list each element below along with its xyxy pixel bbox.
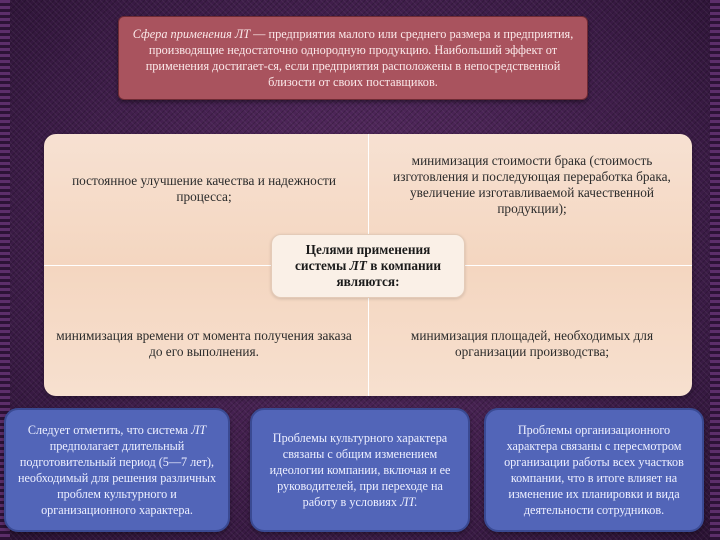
goal-floor-space-text: минимизация площадей, необходимых для организации производства; [410, 328, 654, 359]
card-cultural-problems [250, 408, 470, 532]
card-cultural-text-a: Проблемы культурного характера связаны с общим изменением идеологии компании, включая и ее руководителей, при переходе на работу в условиях [269, 431, 451, 509]
card-cultural-text-em: ЛТ. [400, 495, 418, 509]
goal-defect-cost [384, 150, 680, 220]
card-organizational-text: Проблемы организационного характера связаны с пересмотром организации работы всех участков компании, что в итоге влияет на изменение их планировки и вида деятельности сотрудников. [504, 423, 684, 517]
card-preparation-period [4, 408, 230, 532]
scope-text [129, 26, 577, 90]
scope-rest: — предприятия малого или среднего размера и предприятия, производящие недостаточно однородную продукцию. Наибольший эффект от применения достигает-ся, если предприятия расположены в непосредственной близости от своих поставщиков. [145, 27, 574, 89]
goal-defect-cost-text: минимизация стоимости брака (стоимость изготовления и последующая переработка брака, увеличение изготавливаемой качественной продукции); [393, 153, 671, 216]
goal-quality [54, 158, 354, 220]
card-organizational-problems [484, 408, 704, 532]
decorative-border-right [710, 0, 720, 540]
goals-heading-line2-a: системы [295, 258, 350, 273]
goals-heading [271, 234, 465, 298]
goals-panel [44, 134, 692, 396]
card-preparation-text-b: предполагает длительный подготовительный период (5—7 лет), необходимый для решения различных проблем культурного и организационного характера. [17, 439, 217, 517]
scope-lead: Сфера применения ЛТ [132, 27, 251, 41]
card-preparation-text [14, 422, 220, 518]
card-preparation-text-em: ЛТ [191, 423, 207, 437]
goal-quality-text: постоянное улучшение качества и надежности процесса; [72, 173, 336, 204]
goals-heading-line2 [295, 258, 441, 274]
goal-lead-time [54, 324, 354, 364]
goals-heading-line1: Целями применения [305, 242, 431, 257]
goal-lead-time-text: минимизация времени от момента получения заказа до его выполнения. [56, 328, 352, 359]
card-preparation-text-a: Следует отметить, что система [27, 423, 192, 437]
goals-heading-line2-em: ЛТ [349, 258, 367, 273]
scope-box [118, 16, 588, 100]
goal-floor-space [384, 324, 680, 364]
goals-heading-line3: являются: [336, 274, 400, 289]
goals-heading-line2-b: в компании [366, 258, 441, 273]
card-cultural-text [260, 430, 460, 510]
